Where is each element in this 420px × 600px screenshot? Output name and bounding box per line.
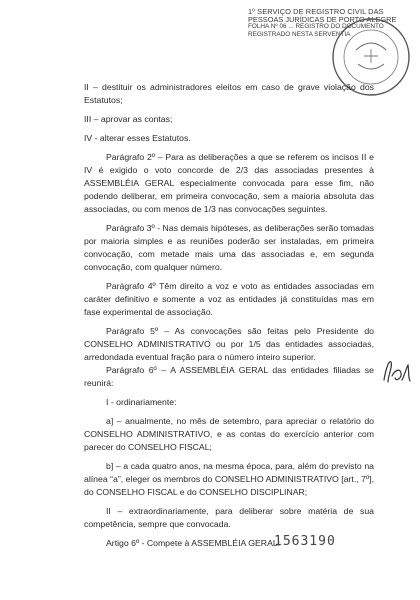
paragraph-5: Parágrafo 5º – As convocações são feitas pelo Presidente do CONSELHO ADMINISTRATIVO ou por 1/5 das entidades associadas, arredondada eventual fração para o número inteiro superior. xyxy=(84,326,374,362)
clause-iii-aprovar: III – aprovar as contas; xyxy=(84,114,173,124)
document-serial-number: 1563190 xyxy=(274,534,336,549)
paragraph-3: Parágrafo 3º - Nas demais hipóteses, as deliberações serão tomadas por maioria simples e as reuniões poderão ser instaladas, em primeira convocação, com metade mais uma das associadas e, em segunda convocação, com qualquer número. xyxy=(84,223,374,272)
article-6: Artigo 6º - Compete à ASSEMBLÉIA GERAL: xyxy=(106,538,281,548)
paragraph-2: Parágrafo 2º – Para as deliberações a que se referem os incisos II e IV é exigido o voto concorde de 2/3 das associadas presentes à ASSEMBLÉIA GERAL especialmente convocada para esse fim, não podendo deliberar, em primeira convocação, sem a maioria absoluta das associadas, ou com menos de 1/3 nas convocações seguintes. xyxy=(84,152,374,214)
item-ii-extraordinariamente: II – extraordinariamente, para deliberar sobre matéria de sua competência, sempre que convocada. xyxy=(84,506,374,529)
initials-signature xyxy=(380,356,414,388)
item-i-ordinariamente: I - ordinariamente: xyxy=(106,397,177,407)
document-body xyxy=(84,81,374,550)
item-a-anualmente: a] – anualmente, no mês de setembro, para apreciar o relatório do CONSELHO ADMINISTRATIVO, e as contas do exercício anterior com parecer do CONSELHO FISCAL; xyxy=(84,416,374,452)
clause-iv-alterar: IV - alterar esses Estatutos. xyxy=(84,133,191,143)
stamp-line-4: REGISTRADO NESTA SERVENTIA xyxy=(248,30,351,38)
stamp-line-2: PESSOAS JURÍDICAS DE PORTO ALEGRE xyxy=(248,14,397,24)
item-b-quatro-anos: b] – a cada quatro anos, na mesma época, para, além do previsto na alínea “a”, eleger os membros do CONSELHO ADMINISTRATIVO [art., 7º], do CONSELHO FISCAL e do CONSELHO DISCIPLINAR; xyxy=(84,461,374,497)
paragraph-6: Parágrafo 6º – A ASSEMBLÉIA GERAL das entidades filiadas se reunirá: xyxy=(84,365,374,388)
paragraph-4: Parágrafo 4º Têm direito a voz e voto as entidades associadas em caráter definitivo e somente a voz as entidades já constituídas mas em fase experimental de associação. xyxy=(84,281,374,317)
stamp-line-1: 1º SERVIÇO DE REGISTRO CIVIL DAS xyxy=(248,7,384,16)
stamp-line-3: FOLHA Nº 06 ... REGISTRO DO DOCUMENTO xyxy=(248,23,384,30)
clause-ii-destituir: II – destituir os administradores eleitos em caso de grave violação dos Estatutos; xyxy=(84,82,374,105)
